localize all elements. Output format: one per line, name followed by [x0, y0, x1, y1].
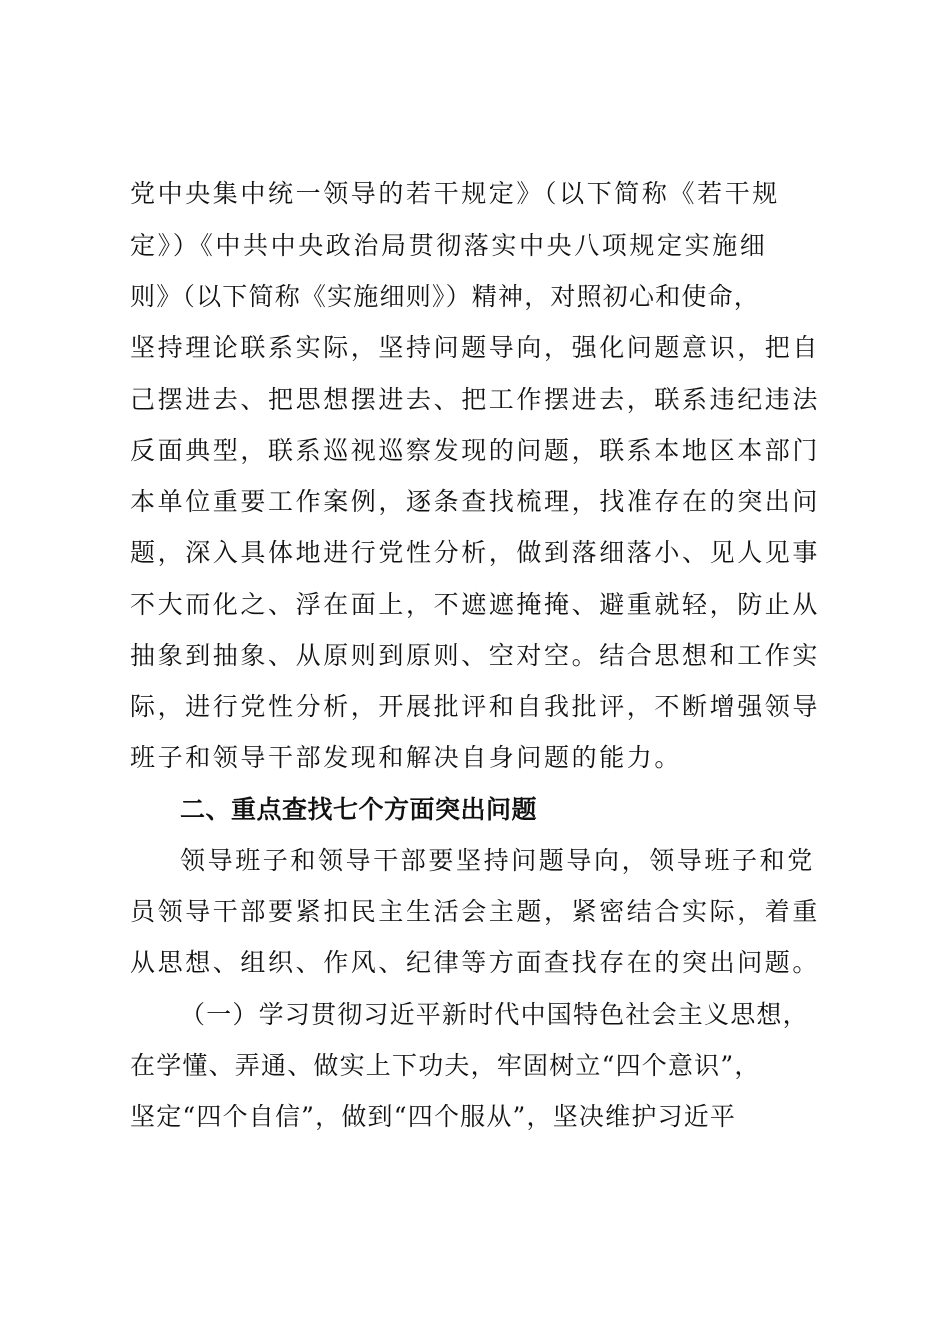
text-line: 不大而化之、浮在面上，不遮遮掩掩、避重就轻，防止从	[130, 590, 821, 619]
section-heading: 二、重点查找七个方面突出问题	[180, 795, 538, 824]
text-line: 己摆进去、把思想摆进去、把工作摆进去，联系违纪违法	[130, 385, 821, 414]
text-line: （一）学习贯彻习近平新时代中国特色社会主义思想，	[180, 1000, 809, 1029]
text-line: 抽象到抽象、从原则到原则、空对空。结合思想和工作实	[130, 641, 821, 670]
text-line: 坚定“四个自信”，做到“四个服从”，坚决维护习近平	[130, 1102, 737, 1131]
text-line: 际，进行党性分析，开展批评和自我批评，不断增强领导	[130, 692, 821, 721]
text-line: 员领导干部要紧扣民主生活会主题，紧密结合实际，着重	[130, 897, 821, 926]
text-line: 从思想、组织、作风、纪律等方面查找存在的突出问题。	[130, 948, 821, 977]
text-line: 领导班子和领导干部要坚持问题导向，领导班子和党	[180, 846, 815, 875]
text-line: 党中央集中统一领导的若干规定》（以下简称《若干规	[130, 179, 780, 208]
text-line: 题，深入具体地进行党性分析，做到落细落小、见人见事	[130, 538, 821, 567]
text-line: 坚持理论联系实际，坚持问题导向，强化问题意识，把自	[130, 333, 821, 362]
text-line: 在学懂、弄通、做实上下功夫，牢固树立“四个意识”，	[130, 1051, 761, 1080]
text-line: 则》（以下简称《实施细则》）精神，对照初心和使命，	[130, 282, 761, 311]
text-line: 班子和领导干部发现和解决自身问题的能力。	[130, 743, 683, 772]
text-line: 反面典型，联系巡视巡察发现的问题，联系本地区本部门	[130, 436, 821, 465]
text-line: 定》）《中共中央政治局贯彻落实中央八项规定实施细	[130, 231, 768, 260]
text-line: 本单位重要工作案例，逐条查找梳理，找准存在的突出问	[130, 487, 821, 516]
